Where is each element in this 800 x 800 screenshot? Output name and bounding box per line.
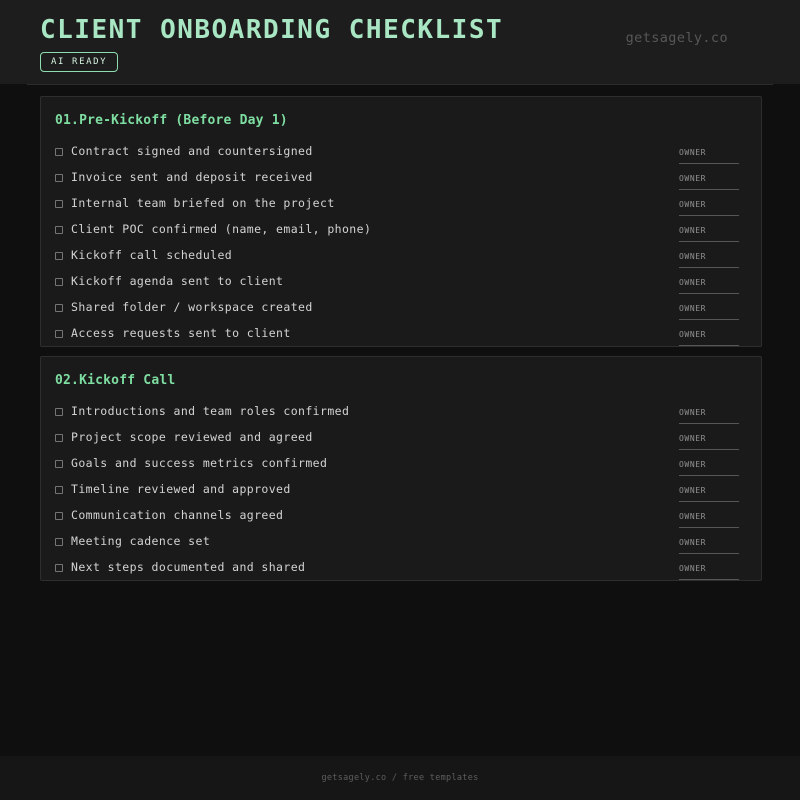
owner-label: OWNER — [679, 434, 707, 443]
row-left — [55, 248, 232, 262]
checkbox[interactable] — [55, 460, 63, 468]
section-title: 02.Kickoff Call — [55, 373, 176, 388]
checklist-row — [55, 190, 739, 216]
item-label: Next steps documented and shared — [71, 560, 306, 574]
owner-field[interactable] — [679, 428, 739, 450]
item-label: Meeting cadence set — [71, 534, 211, 548]
checkbox[interactable] — [55, 512, 63, 520]
owner-field[interactable] — [679, 246, 739, 268]
owner-label: OWNER — [679, 408, 707, 417]
owner-field[interactable] — [679, 298, 739, 320]
checklist-row — [55, 242, 739, 268]
footer-text: getsagely.co / free templates — [321, 773, 479, 783]
checkbox[interactable] — [55, 174, 63, 182]
checklist-row — [55, 398, 739, 424]
checkbox[interactable] — [55, 564, 63, 572]
owner-label: OWNER — [679, 304, 707, 313]
item-label: Contract signed and countersigned — [71, 144, 313, 158]
owner-label: OWNER — [679, 226, 707, 235]
owner-field[interactable] — [679, 480, 739, 502]
owner-label: OWNER — [679, 564, 707, 573]
row-left — [55, 170, 313, 184]
checklist-row — [55, 294, 739, 320]
owner-field[interactable] — [679, 558, 739, 580]
checklist-row — [55, 554, 739, 580]
owner-field[interactable] — [679, 324, 739, 346]
section-rows — [55, 398, 739, 580]
owner-label: OWNER — [679, 174, 707, 183]
checklist-section — [40, 356, 762, 581]
row-left — [55, 456, 327, 470]
item-label: Internal team briefed on the project — [71, 196, 335, 210]
row-left — [55, 222, 371, 236]
item-label: Kickoff call scheduled — [71, 248, 233, 262]
checklist-section — [40, 96, 762, 347]
item-label: Project scope reviewed and agreed — [71, 430, 313, 444]
item-label: Communication channels agreed — [71, 508, 284, 522]
item-label: Shared folder / workspace created — [71, 300, 313, 314]
checkbox[interactable] — [55, 252, 63, 260]
row-left — [55, 144, 313, 158]
checkbox[interactable] — [55, 148, 63, 156]
site-name: getsagely.co — [625, 30, 728, 46]
row-left — [55, 300, 313, 314]
checkbox[interactable] — [55, 200, 63, 208]
owner-label: OWNER — [679, 538, 707, 547]
owner-field[interactable] — [679, 532, 739, 554]
checkbox[interactable] — [55, 304, 63, 312]
footer — [0, 756, 800, 800]
owner-label: OWNER — [679, 486, 707, 495]
owner-label: OWNER — [679, 148, 707, 157]
owner-label: OWNER — [679, 512, 707, 521]
checkbox[interactable] — [55, 538, 63, 546]
page-title: CLIENT ONBOARDING CHECKLIST — [40, 15, 504, 45]
row-left — [55, 404, 349, 418]
checkbox[interactable] — [55, 434, 63, 442]
row-left — [55, 274, 283, 288]
ai-ready-badge: AI READY — [40, 52, 118, 72]
row-left — [55, 482, 291, 496]
checklist-row — [55, 502, 739, 528]
checklist-main — [0, 85, 800, 756]
owner-field[interactable] — [679, 194, 739, 216]
section-title: 01.Pre-Kickoff (Before Day 1) — [55, 113, 288, 128]
row-left — [55, 326, 291, 340]
checklist-row — [55, 476, 739, 502]
owner-field[interactable] — [679, 454, 739, 476]
owner-field[interactable] — [679, 272, 739, 294]
checklist-row — [55, 320, 739, 346]
checklist-row — [55, 138, 739, 164]
checkbox[interactable] — [55, 226, 63, 234]
row-left — [55, 560, 305, 574]
item-label: Introductions and team roles confirmed — [71, 404, 350, 418]
owner-label: OWNER — [679, 460, 707, 469]
checkbox[interactable] — [55, 408, 63, 416]
owner-field[interactable] — [679, 142, 739, 164]
owner-label: OWNER — [679, 200, 707, 209]
checklist-row — [55, 424, 739, 450]
owner-field[interactable] — [679, 220, 739, 242]
checklist-row — [55, 528, 739, 554]
item-label: Goals and success metrics confirmed — [71, 456, 328, 470]
owner-label: OWNER — [679, 278, 707, 287]
row-left — [55, 430, 313, 444]
item-label: Timeline reviewed and approved — [71, 482, 291, 496]
row-left — [55, 534, 210, 548]
owner-field[interactable] — [679, 168, 739, 190]
header — [0, 0, 800, 84]
owner-field[interactable] — [679, 402, 739, 424]
checklist-row — [55, 216, 739, 242]
header-left — [40, 17, 503, 72]
checkbox[interactable] — [55, 278, 63, 286]
checklist-row — [55, 268, 739, 294]
owner-label: OWNER — [679, 252, 707, 261]
section-rows — [55, 138, 739, 346]
item-label: Kickoff agenda sent to client — [71, 274, 284, 288]
checkbox[interactable] — [55, 486, 63, 494]
row-left — [55, 508, 283, 522]
item-label: Access requests sent to client — [71, 326, 291, 340]
row-left — [55, 196, 335, 210]
checklist-row — [55, 164, 739, 190]
item-label: Invoice sent and deposit received — [71, 170, 313, 184]
checklist-row — [55, 450, 739, 476]
item-label: Client POC confirmed (name, email, phone) — [71, 222, 372, 236]
checkbox[interactable] — [55, 330, 63, 338]
owner-label: OWNER — [679, 330, 707, 339]
owner-field[interactable] — [679, 506, 739, 528]
